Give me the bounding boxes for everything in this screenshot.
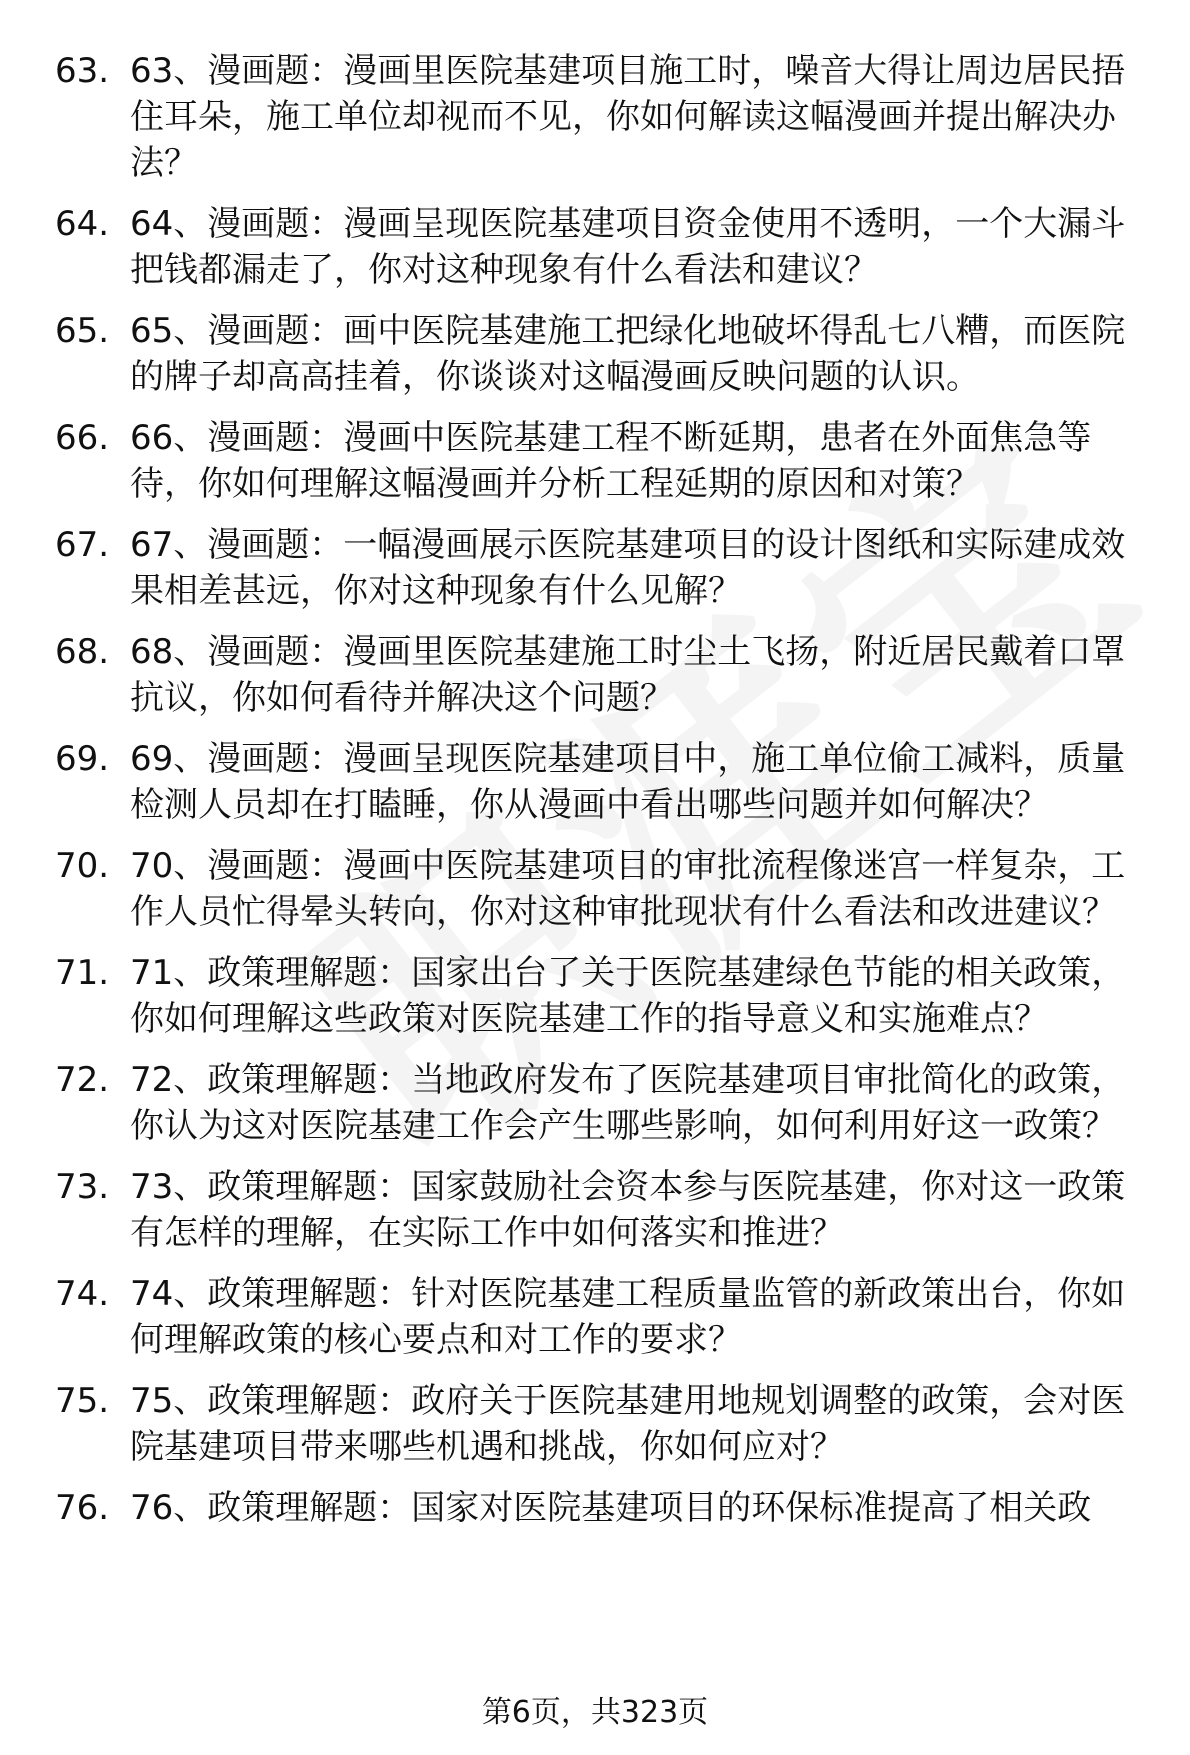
item-text: 74、政策理解题：针对医院基建工程质量监管的新政策出台，你如何理解政策的核心要点和对工作的要求？ bbox=[130, 1274, 1126, 1360]
item-number: 74. bbox=[55, 1274, 110, 1314]
list-item bbox=[55, 415, 1155, 507]
item-text: 63、漫画题：漫画里医院基建项目施工时，噪音大得让周边居民捂住耳朵，施工单位却视而不见，你如何解读这幅漫画并提出解决办法？ bbox=[130, 51, 1126, 183]
item-text: 67、漫画题：一幅漫画展示医院基建项目的设计图纸和实际建成效果相差甚远，你对这种现象有什么见解？ bbox=[130, 525, 1126, 611]
list-item bbox=[55, 1271, 1155, 1363]
page-footer: 第6页，共323页 bbox=[481, 1695, 709, 1730]
item-number: 76. bbox=[55, 1488, 110, 1528]
item-number: 75. bbox=[55, 1381, 110, 1421]
item-number: 71. bbox=[55, 953, 110, 993]
item-number: 63. bbox=[55, 51, 110, 91]
item-number: 66. bbox=[55, 418, 110, 458]
list-item bbox=[55, 201, 1155, 293]
list-item bbox=[55, 843, 1155, 935]
list-item bbox=[55, 1164, 1155, 1256]
item-text: 68、漫画题：漫画里医院基建施工时尘土飞扬，附近居民戴着口罩抗议，你如何看待并解决这个问题？ bbox=[130, 632, 1126, 718]
list-item bbox=[55, 1378, 1155, 1470]
item-text: 72、政策理解题：当地政府发布了医院基建项目审批简化的政策，你认为这对医院基建工作会产生哪些影响，如何利用好这一政策？ bbox=[130, 1060, 1126, 1146]
item-text: 73、政策理解题：国家鼓励社会资本参与医院基建，你对这一政策有怎样的理解，在实际工作中如何落实和推进？ bbox=[130, 1167, 1126, 1253]
item-number: 72. bbox=[55, 1060, 110, 1100]
item-text: 64、漫画题：漫画呈现医院基建项目资金使用不透明，一个大漏斗把钱都漏走了，你对这种现象有什么看法和建议？ bbox=[130, 204, 1126, 290]
list-item bbox=[55, 950, 1155, 1042]
item-text: 71、政策理解题：国家出台了关于医院基建绿色节能的相关政策，你如何理解这些政策对医院基建工作的指导意义和实施难点？ bbox=[130, 953, 1126, 1039]
list-item bbox=[55, 1057, 1155, 1149]
item-text: 70、漫画题：漫画中医院基建项目的审批流程像迷宫一样复杂，工作人员忙得晕头转向，你对这种审批现状有什么看法和改进建议？ bbox=[130, 846, 1126, 932]
item-number: 67. bbox=[55, 525, 110, 565]
list-item bbox=[55, 48, 1155, 186]
item-number: 70. bbox=[55, 846, 110, 886]
item-text: 65、漫画题：画中医院基建施工把绿化地破坏得乱七八糟，而医院的牌子却高高挂着，你谈谈对这幅漫画反映问题的认识。 bbox=[130, 311, 1126, 397]
item-text: 69、漫画题：漫画呈现医院基建项目中，施工单位偷工减料，质量检测人员却在打瞌睡，你从漫画中看出哪些问题并如何解决？ bbox=[130, 739, 1126, 825]
list-item bbox=[55, 522, 1155, 614]
list-item bbox=[55, 629, 1155, 721]
list-item bbox=[55, 308, 1155, 400]
list-item bbox=[55, 736, 1155, 828]
question-list bbox=[55, 48, 1155, 1546]
item-number: 73. bbox=[55, 1167, 110, 1207]
item-number: 69. bbox=[55, 739, 110, 779]
item-number: 65. bbox=[55, 311, 110, 351]
list-item bbox=[55, 1485, 1155, 1531]
item-text: 66、漫画题：漫画中医院基建工程不断延期，患者在外面焦急等待，你如何理解这幅漫画并分析工程延期的原因和对策？ bbox=[130, 418, 1092, 504]
item-text: 76、政策理解题：国家对医院基建项目的环保标准提高了相关政 bbox=[130, 1488, 1092, 1528]
item-text: 75、政策理解题：政府关于医院基建用地规划调整的政策，会对医院基建项目带来哪些机遇和挑战，你如何应对？ bbox=[130, 1381, 1126, 1467]
item-number: 64. bbox=[55, 204, 110, 244]
item-number: 68. bbox=[55, 632, 110, 672]
